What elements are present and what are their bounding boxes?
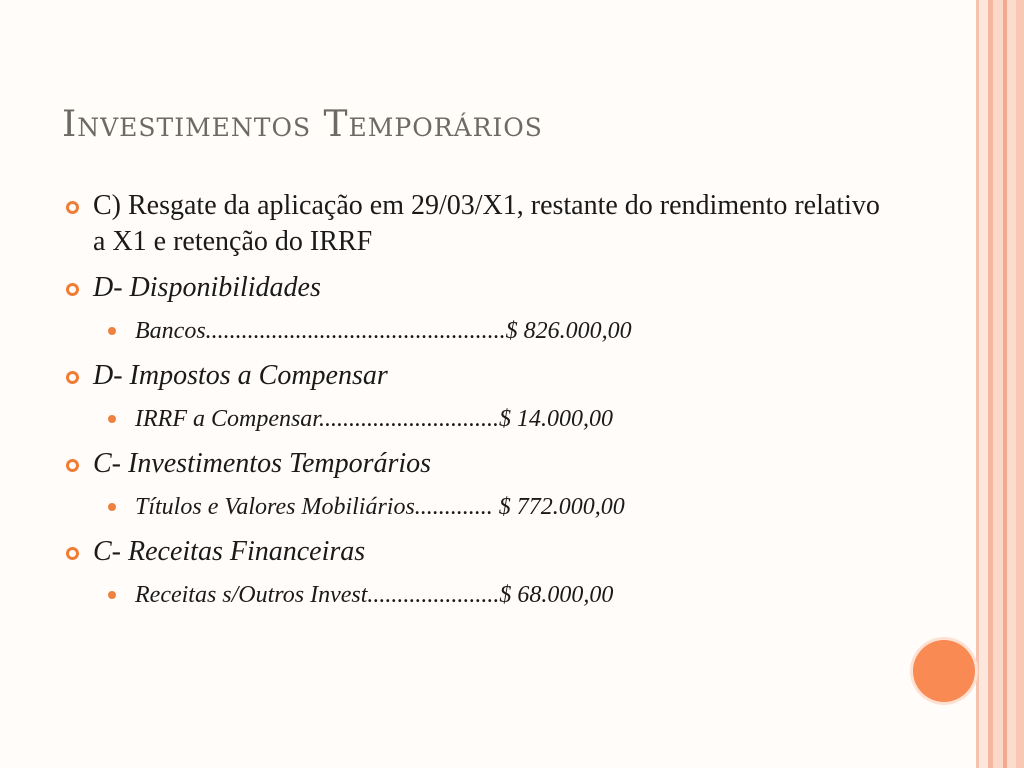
dot-bullet-icon <box>108 327 116 335</box>
bullet-item <box>62 188 892 260</box>
decorative-circle <box>913 640 975 702</box>
ring-bullet-icon <box>66 283 79 296</box>
bullet-item <box>62 534 892 570</box>
sub-bullet-text: IRRF a Compensar..............................$ 14.000,00 <box>135 406 613 432</box>
sub-bullet-item <box>62 316 892 346</box>
dot-bullet-icon <box>108 503 116 511</box>
sub-bullet-text: Bancos..................................................$ 826.000,00 <box>135 318 632 344</box>
bullet-item <box>62 446 892 482</box>
sub-bullet-item <box>62 492 892 522</box>
ring-bullet-icon <box>66 201 79 214</box>
sub-bullet-item <box>62 404 892 434</box>
bullet-text: C) Resgate da aplicação em 29/03/X1, restante do rendimento relativo a X1 e retenção do IRRF <box>93 190 880 257</box>
ring-bullet-icon <box>66 371 79 384</box>
ring-bullet-icon <box>66 459 79 472</box>
dot-bullet-icon <box>108 591 116 599</box>
bullet-item <box>62 270 892 306</box>
bullet-item <box>62 358 892 394</box>
bullet-text: D- Impostos a Compensar <box>93 360 388 391</box>
slide-body <box>62 188 892 622</box>
ring-bullet-icon <box>66 547 79 560</box>
bullet-text: C- Investimentos Temporários <box>93 448 432 479</box>
bullet-text: D- Disponibilidades <box>93 272 321 303</box>
sub-bullet-text: Receitas s/Outros Invest......................$ 68.000,00 <box>135 582 614 608</box>
decorative-stripes <box>976 0 1024 768</box>
sub-bullet-text: Títulos e Valores Mobiliários............. $ 772.000,00 <box>135 494 625 520</box>
dot-bullet-icon <box>108 415 116 423</box>
sub-bullet-item <box>62 580 892 610</box>
slide-title: Investimentos Temporários <box>62 104 543 145</box>
bullet-text: C- Receitas Financeiras <box>93 536 366 567</box>
